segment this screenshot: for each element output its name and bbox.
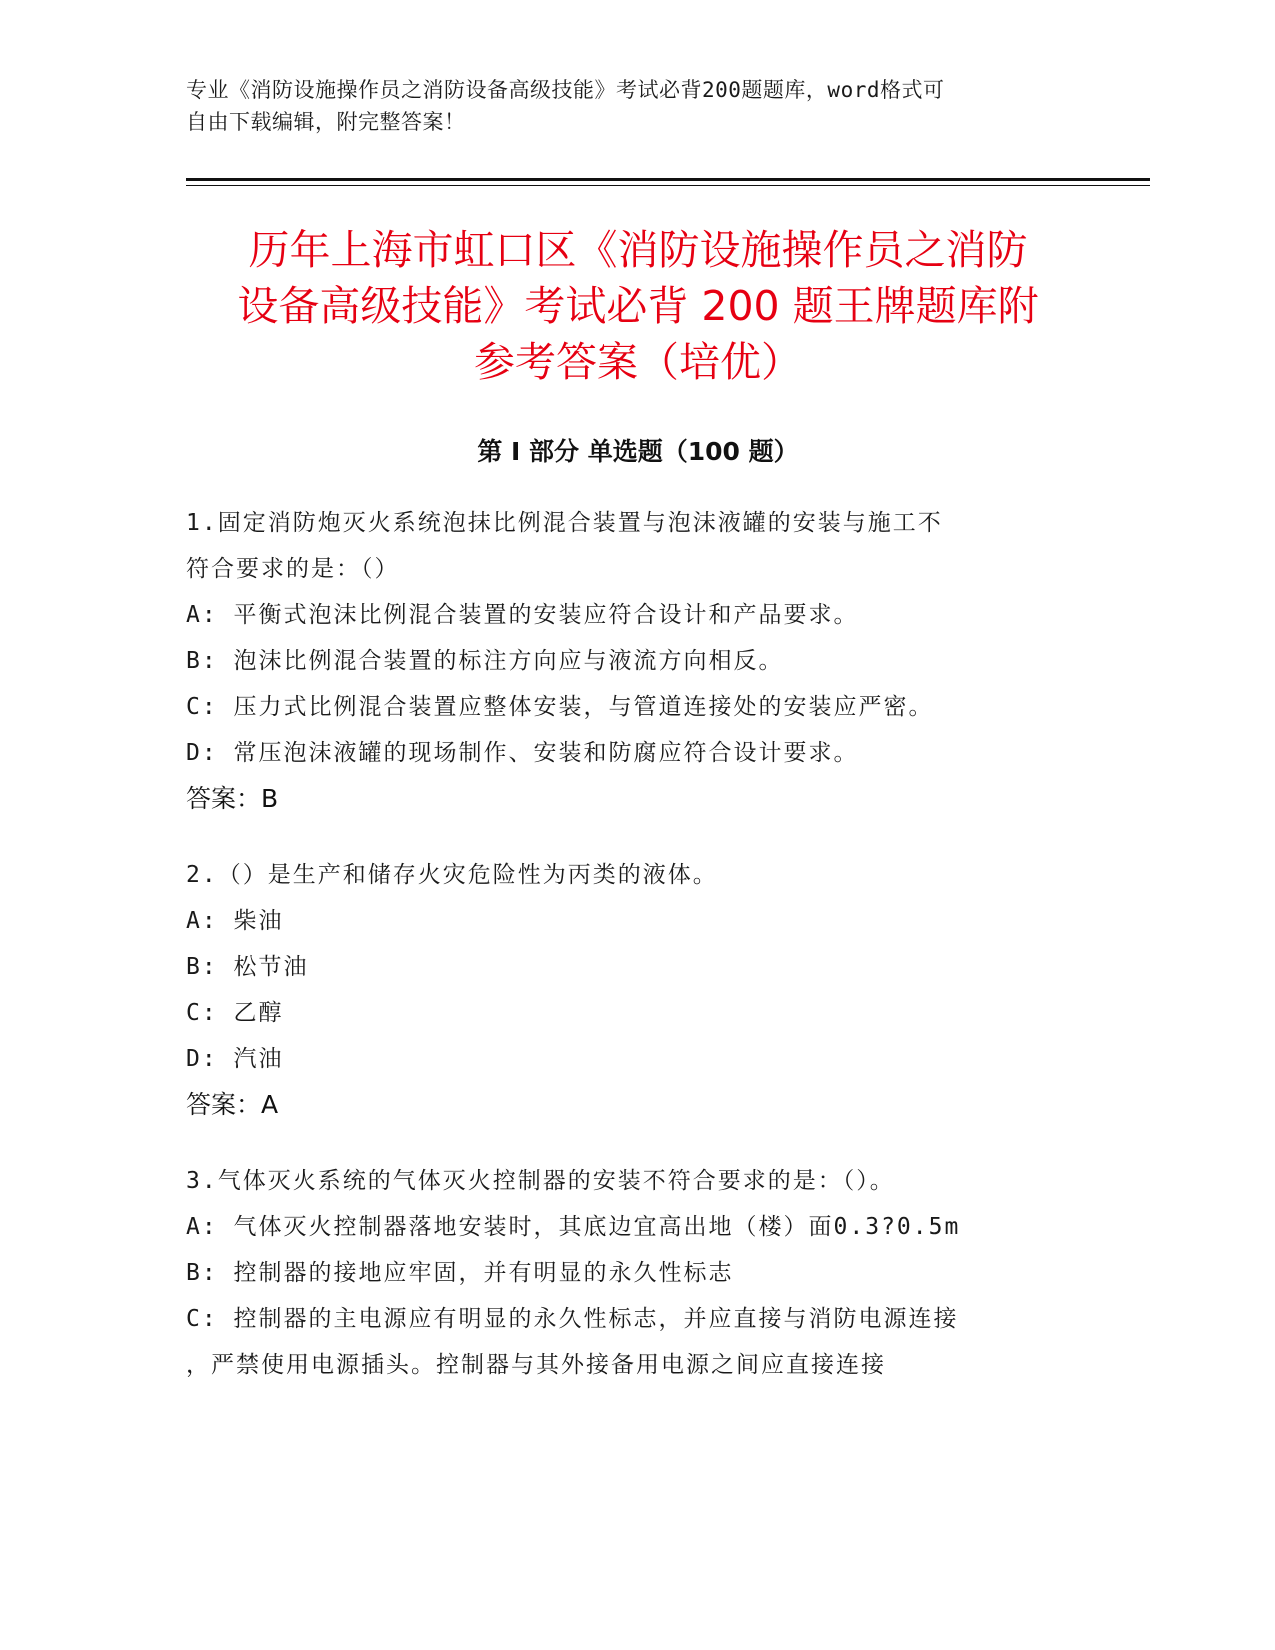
section-heading: 第 I 部分 单选题（100 题） bbox=[477, 437, 799, 466]
option-b: B: 松节油 bbox=[186, 954, 309, 980]
header-rule-thin bbox=[186, 185, 1150, 186]
option-d: D: 汽油 bbox=[186, 1046, 284, 1072]
question-1 bbox=[186, 500, 1086, 822]
question-stem-line: 2.（）是生产和储存火灾危险性为丙类的液体。 bbox=[186, 862, 718, 888]
option-c: C: 压力式比例混合装置应整体安装，与管道连接处的安装应严密。 bbox=[186, 694, 934, 720]
option-d: D: 常压泡沫液罐的现场制作、安装和防腐应符合设计要求。 bbox=[186, 740, 859, 766]
header-note bbox=[186, 74, 1086, 138]
header-rule-thick bbox=[186, 178, 1150, 181]
title-line-2: 设备高级技能》考试必背 200 题王牌题库附 bbox=[237, 282, 1039, 330]
question-3 bbox=[186, 1158, 1086, 1388]
answer-label: 答案： bbox=[186, 784, 262, 813]
document-title bbox=[186, 222, 1090, 390]
answer-label: 答案： bbox=[186, 1090, 262, 1119]
question-stem-line: 3.气体灭火系统的气体灭火控制器的安装不符合要求的是：（）。 bbox=[186, 1168, 895, 1194]
option-c-continuation: ，严禁使用电源插头。控制器与其外接备用电源之间应直接连接 bbox=[186, 1352, 886, 1378]
option-b: B: 泡沫比例混合装置的标注方向应与液流方向相反。 bbox=[186, 648, 784, 674]
question-stem-line: 1.固定消防炮灭火系统泡抹比例混合装置与泡沫液罐的安装与施工不 bbox=[186, 510, 943, 536]
option-a: A: 柴油 bbox=[186, 908, 284, 934]
option-c: C: 控制器的主电源应有明显的永久性标志，并应直接与消防电源连接 bbox=[186, 1306, 959, 1332]
answer-line bbox=[186, 776, 1086, 822]
header-note-line-2: 自由下载编辑，附完整答案！ bbox=[186, 110, 466, 134]
option-a: A: 气体灭火控制器落地安装时，其底边宜高出地（楼）面0.3?0.5m bbox=[186, 1214, 961, 1240]
option-c: C: 乙醇 bbox=[186, 1000, 284, 1026]
answer-line bbox=[186, 1082, 1086, 1128]
option-a: A: 平衡式泡沫比例混合装置的安装应符合设计和产品要求。 bbox=[186, 602, 859, 628]
answer-value: B bbox=[261, 784, 279, 813]
title-line-1: 历年上海市虹口区《消防设施操作员之消防 bbox=[248, 226, 1028, 274]
title-line-3: 参考答案（培优） bbox=[474, 338, 802, 386]
option-b: B: 控制器的接地应牢固，并有明显的永久性标志 bbox=[186, 1260, 734, 1286]
question-2 bbox=[186, 852, 1086, 1128]
question-stem-line: 符合要求的是：（） bbox=[186, 556, 400, 582]
header-note-line-1: 专业《消防设施操作员之消防设备高级技能》考试必背200题题库，word格式可 bbox=[186, 78, 945, 102]
answer-value: A bbox=[261, 1090, 279, 1119]
